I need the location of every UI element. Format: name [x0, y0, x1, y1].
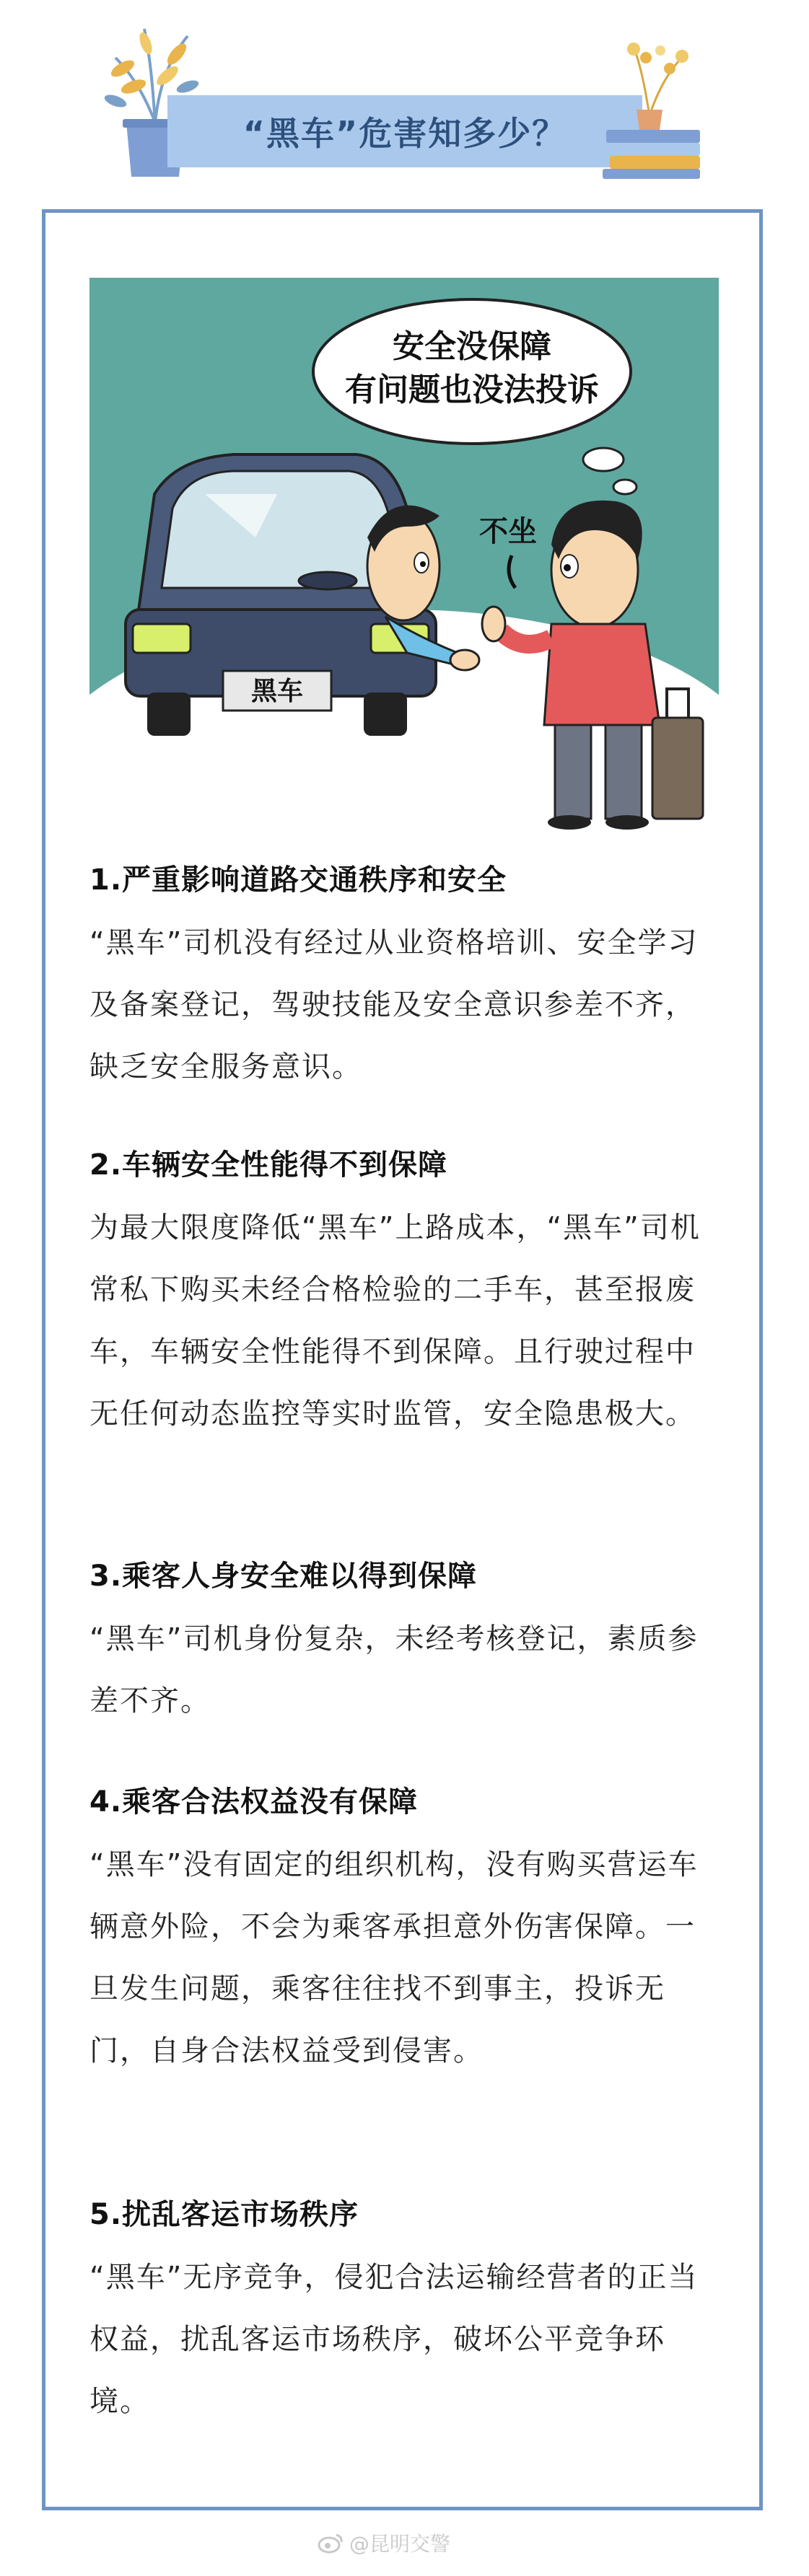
bubble-line2: 有问题也没法投诉: [345, 372, 599, 408]
plate-text: 黑车: [250, 677, 304, 706]
section-title: 3.乘客人身安全难以得到保障: [89, 1560, 478, 1593]
section-body: 为最大限度降低“黑车”上路成本，“黑车”司机常私下购买未经合格检验的二手车，甚至报废车，车辆安全性能得不到保障。且行驶过程中无任何动态监控等实时监管，安全隐患极大。: [89, 1211, 701, 1430]
watermark-text: @昆明交警: [349, 2532, 451, 2556]
weibo-icon: [318, 2532, 344, 2554]
page-header: [0, 0, 809, 195]
section-title: 1.严重影响道路交通秩序和安全: [89, 863, 507, 897]
section-4: [89, 1780, 719, 2082]
section-1: [89, 858, 719, 1098]
section-title: 4.乘客合法权益没有保障: [89, 1785, 419, 1819]
title-banner: [167, 95, 642, 167]
section-title: 5.扰乱客运市场秩序: [89, 2198, 359, 2231]
books-plant-icon: [592, 29, 707, 180]
black-car-illustration: [89, 278, 719, 840]
section-body: “黑车”司机身份复杂，未经考核登记，素质参差不齐。: [89, 1622, 699, 1718]
section-2: [89, 1143, 719, 1445]
section-5: [89, 2193, 719, 2432]
bubble-line1: 安全没保障: [393, 328, 551, 365]
section-body: “黑车”司机没有经过从业资格培训、安全学习及备案登记，驾驶技能及安全意识参差不齐，缺乏安全服务意识。: [89, 926, 699, 1083]
section-3: [89, 1555, 719, 1732]
section-body: “黑车”没有固定的组织机构，没有购买营运车辆意外险，不会为乘客承担意外伤害保障。一旦发生问题，乘客往往找不到事主，投诉无门，自身合法权益受到侵害。: [89, 1848, 699, 2067]
page-title: “黑车”危害知多少？: [242, 114, 567, 153]
section-title: 2.车辆安全性能得不到保障: [89, 1148, 448, 1182]
section-body: “黑车”无序竞争，侵犯合法运输经营者的正当权益，扰乱客运市场秩序，破坏公平竞争环境。: [89, 2261, 699, 2418]
refuse-text: 不坐: [479, 515, 537, 548]
watermark: [318, 2525, 450, 2561]
